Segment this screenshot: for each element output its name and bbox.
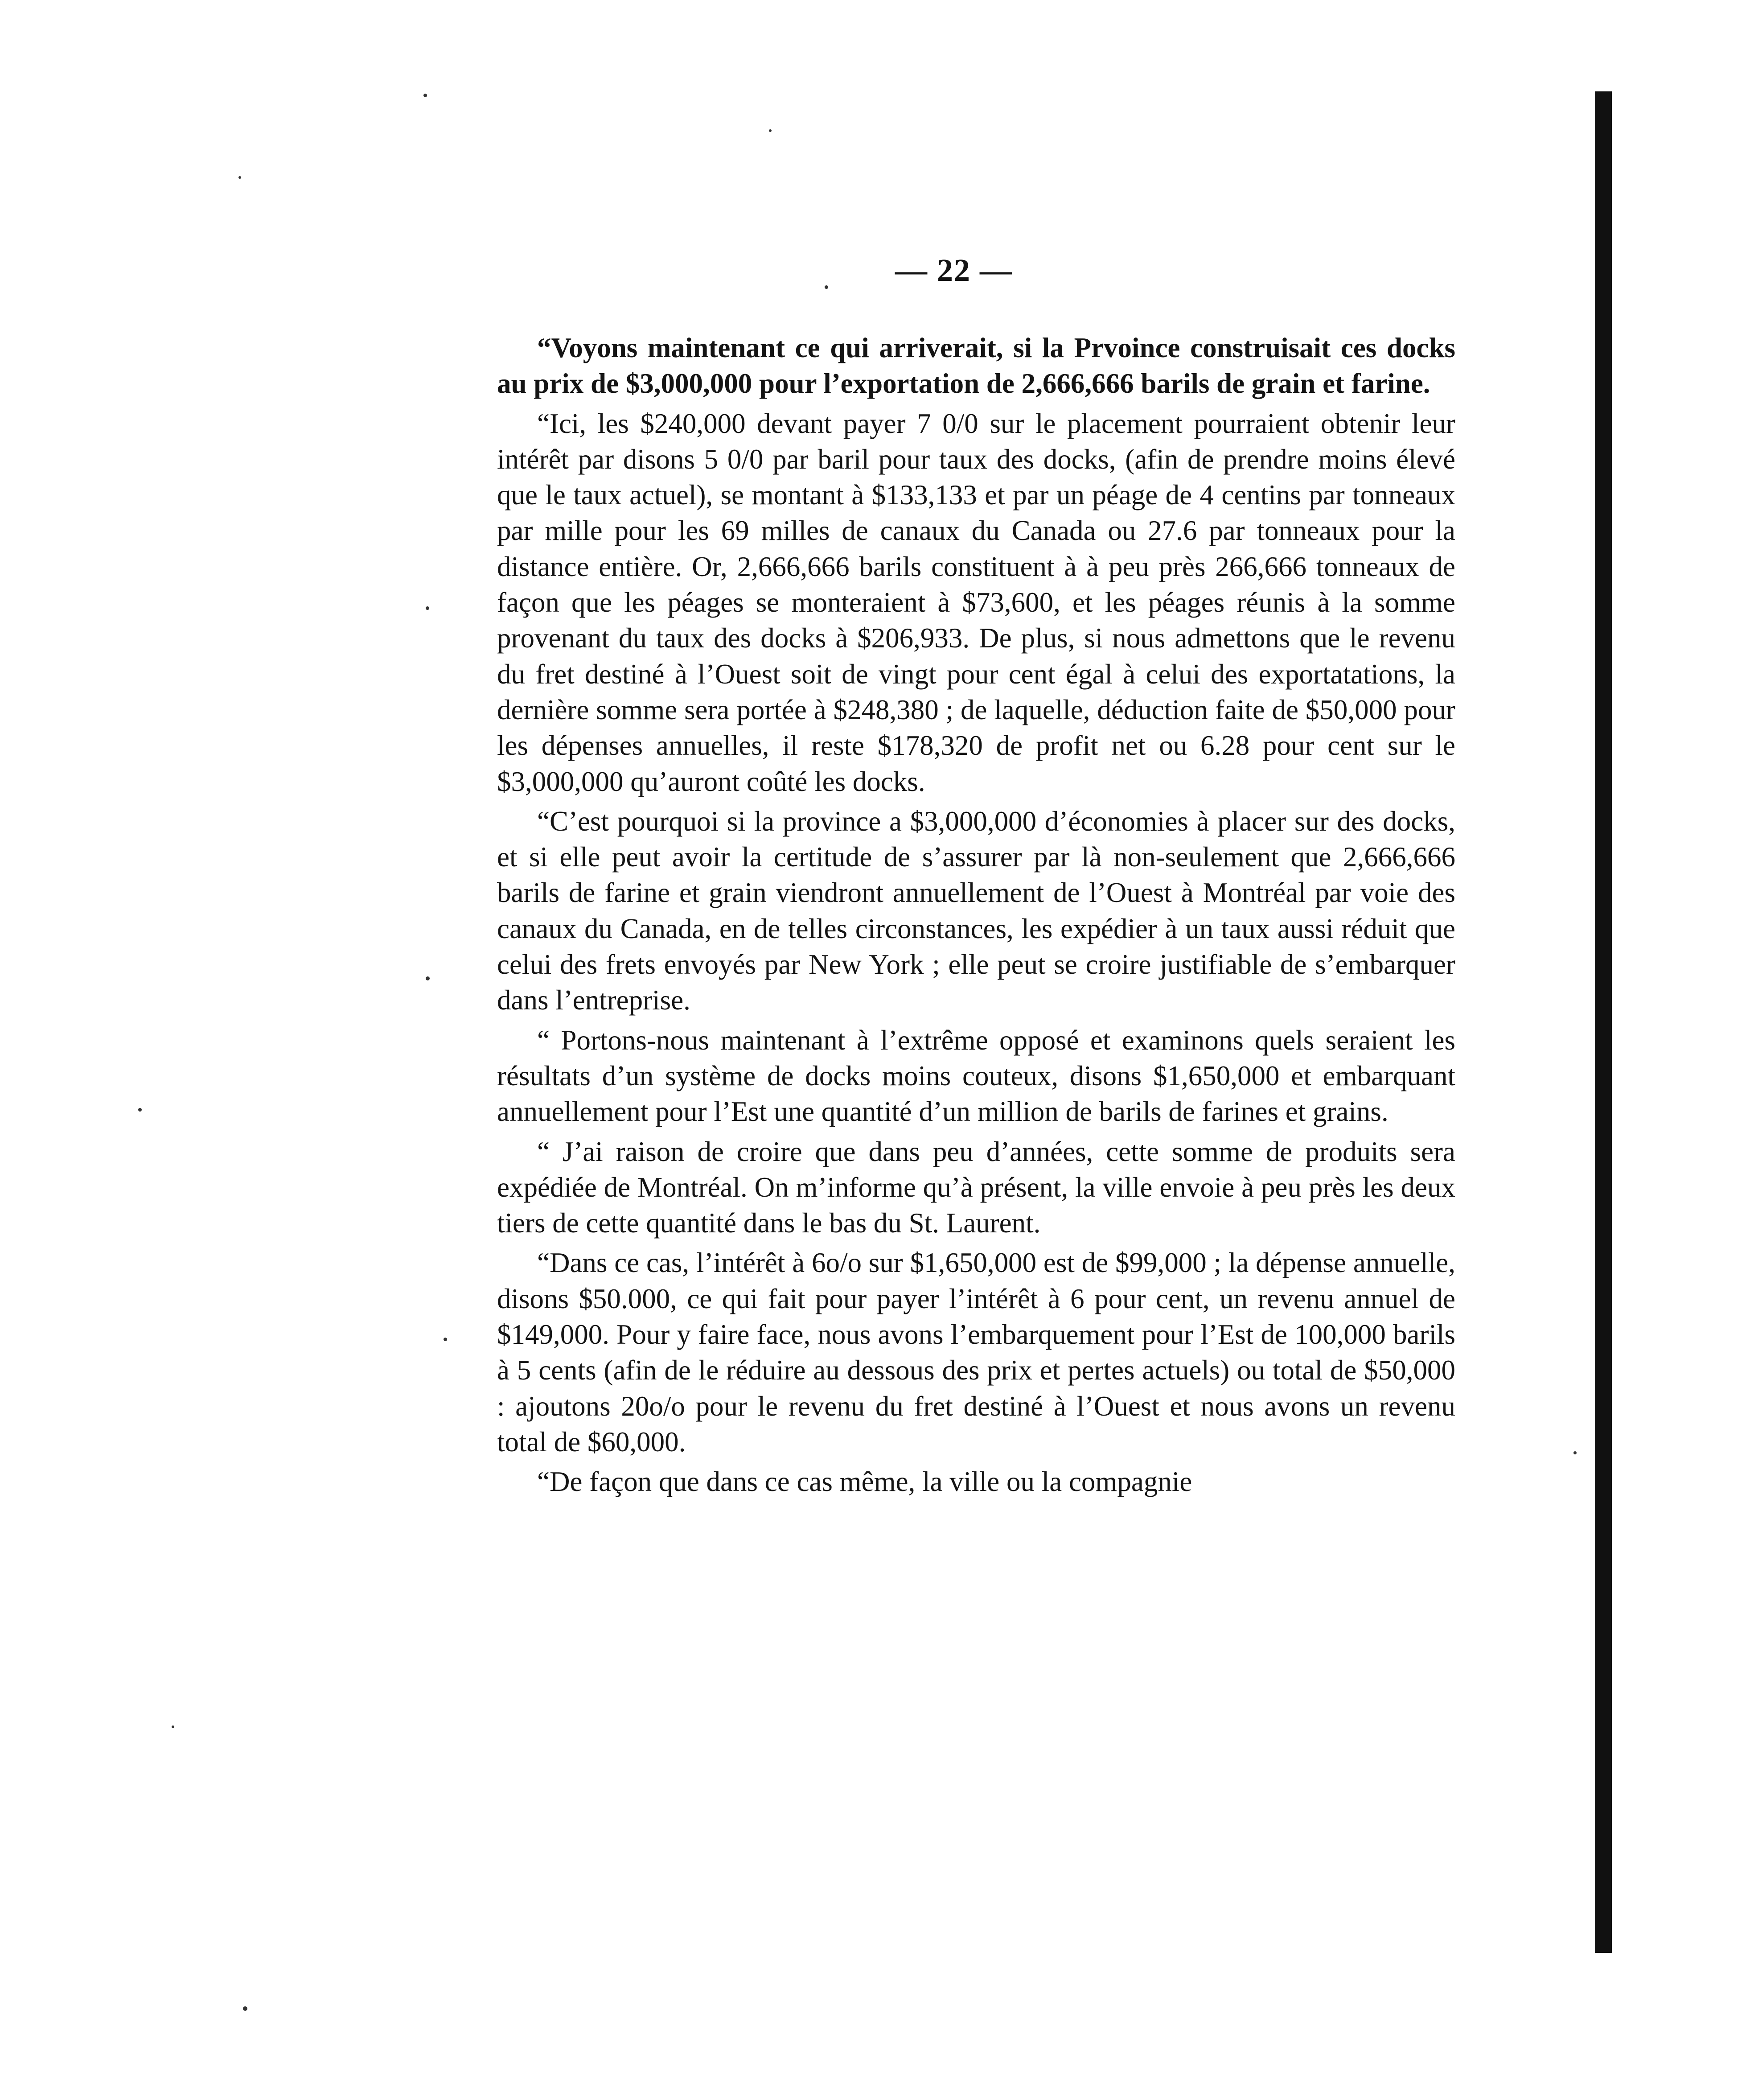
scan-speck [769,129,772,132]
binding-edge-shadow [1595,91,1612,1953]
scan-speck [238,176,241,179]
scan-speck [426,976,430,980]
scan-speck [423,94,427,97]
paragraph: “Dans ce cas, l’intérêt à 6o/o sur $1,650,000 est de $99,000 ; la dépense annuelle, disons $50.000, ce qui fait pour payer l’intérêt à 6 pour cent, un revenu annuel de $149,000. Pour y faire face, nous avons l’embarquement pour l’Est de 100,000 barils à 5 cents (afin de le réduire au dessous des prix et pertes actuels) ou total de $50,000 : ajoutons 20o/o pour le revenu du fret destiné à l’Ouest et nous avons un revenu total de $60,000. [497,1247,1455,1458]
paragraph: “Ici, les $240,000 devant payer 7 0/0 sur le placement pourraient obtenir leur intérêt par disons 5 0/0 par baril pour taux des docks, (afin de prendre moins élevé que le taux actuel), se montant à $133,133 et par un péage de 4 centins par tonneaux par mille pour les 69 milles de canaux du Canada ou 27.6 par tonneaux pour la distance entière. Or, 2,666,666 barils constituent à à peu près 266,666 tonneaux de façon que les péages se monteraient à $73,600, et les péages réunis à la somme provenant du taux des docks à $206,933. De plus, si nous admettons que le revenu du fret destiné à l’Ouest soit de vingt pour cent égal à celui des exportatations, la dernière somme sera portée à $248,380 ; de laquelle, déduction faite de $50,000 pour les dépenses annuelles, il reste $178,320 de profit net ou 6.28 pour cent sur le $3,000,000 qu’auront coûté les docks. [497,408,1455,797]
paragraph: “De façon que dans ce cas même, la ville ou la compagnie [537,1466,1192,1498]
scan-speck [243,2006,247,2011]
scan-speck [444,1338,447,1341]
page-number: — 22 — [895,252,1013,288]
body-text [497,330,1455,1504]
scan-speck [172,1725,174,1728]
paragraph: “ Portons-nous maintenant à l’extrême opposé et examinons quels seraient les résultats d’un système de docks moins couteux, disons $1,650,000 et embarquant annuellement pour l’Est une quantité d’un million de barils de farines et grains. [497,1024,1455,1128]
scan-speck [138,1108,142,1112]
paragraph: “C’est pourquoi si la province a $3,000,000 d’économies à placer sur des docks, et si elle peut avoir la certitude de s’assurer par là non-seulement que 2,666,666 barils de farine et grain viendront annuellement de l’Ouest à Montréal par voie des canaux du Canada, en de telles circonstances, les expédier à un taux aussi réduit que celui des frets envoyés par New York ; elle peut se croire justifiable de s’embarquer dans l’entreprise. [497,805,1455,1016]
paragraph: “ J’ai raison de croire que dans peu d’années, cette somme de produits sera expédiée de Montréal. On m’informe qu’à présent, la ville envoie à peu près les deux tiers de cette quantité dans le bas du St. Laurent. [497,1136,1455,1239]
scan-speck [825,285,828,289]
paragraph: “Voyons maintenant ce qui arriverait, si la Prvoince construisait ces docks au prix de $3,000,000 pour l’exportation de 2,666,666 barils de grain et farine. [497,332,1455,399]
scan-speck [1573,1451,1577,1454]
scan-speck [426,606,429,610]
